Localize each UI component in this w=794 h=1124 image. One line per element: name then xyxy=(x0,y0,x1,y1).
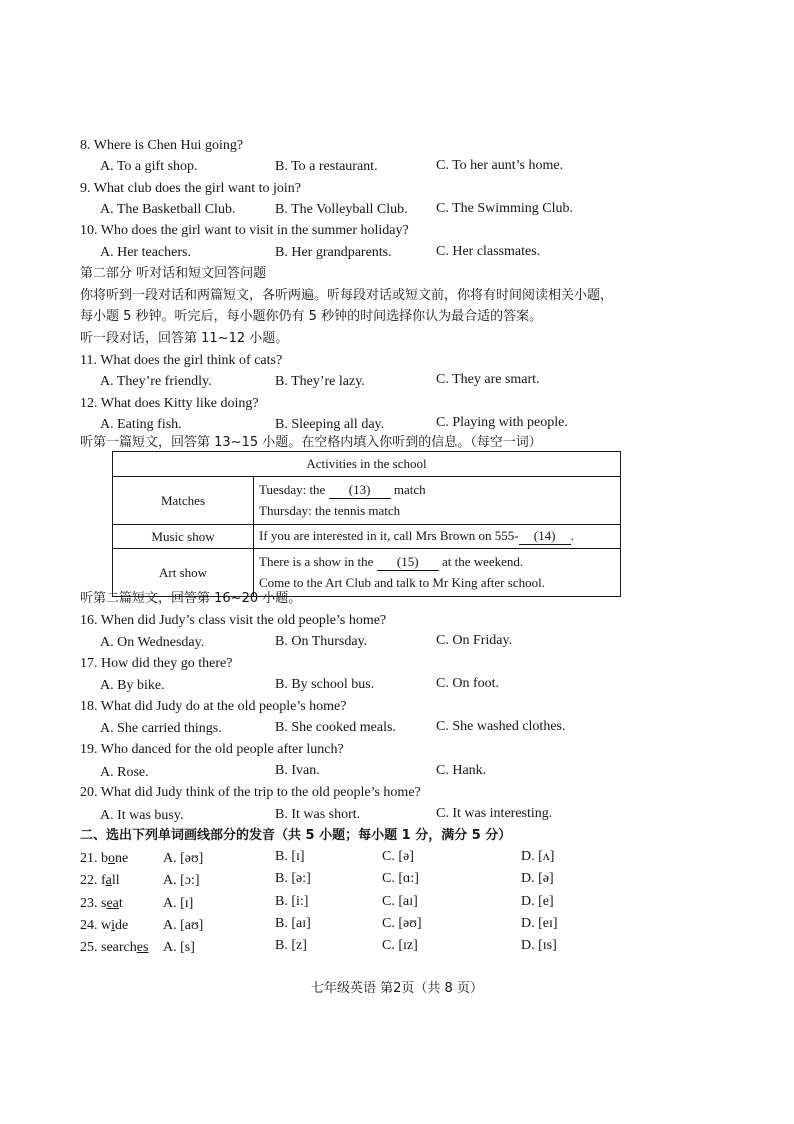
option-19c: C. Hank. xyxy=(436,763,487,778)
pron-21d: D. [ʌ] xyxy=(521,849,555,864)
underlined-part: i xyxy=(111,918,116,933)
option-12c: C. Playing with people. xyxy=(436,415,568,430)
pron-22c: C. [ɑ:] xyxy=(382,871,419,886)
question-10: 10. Who does the girl want to visit in the summer holiday? xyxy=(80,223,409,238)
pron-word-22 xyxy=(80,872,120,890)
option-12a: A. Eating fish. xyxy=(100,417,182,432)
pron-word-21 xyxy=(80,850,128,868)
pron-25a: A. [s] xyxy=(163,940,195,955)
option-9a: A. The Basketball Club. xyxy=(100,202,236,217)
option-17b: B. By school bus. xyxy=(275,677,375,692)
option-16a: A. On Wednesday. xyxy=(100,635,205,650)
part2-instruction-2: 每小题 5 秒钟。听完后，每小题你仍有 5 秒钟的时间选择你认为最合适的答案。 xyxy=(80,309,543,324)
option-11a: A. They’re friendly. xyxy=(100,374,212,389)
section2-title: 二、选出下列单词画线部分的发音（共 5 小题；每小题 1 分，满分 5 分） xyxy=(80,828,512,843)
match-line-1 xyxy=(259,480,615,501)
word-part: de xyxy=(115,918,129,933)
row-music-label: Music show xyxy=(113,525,254,549)
option-11c: C. They are smart. xyxy=(436,372,540,387)
pron-23b: B. [i:] xyxy=(275,894,309,909)
pron-21c: C. [ə] xyxy=(382,849,414,864)
option-8a: A. To a gift shop. xyxy=(100,159,198,174)
dialog-instruction: 听一段对话，回答第 11~12 小题。 xyxy=(80,331,289,346)
underlined-part: ea xyxy=(106,896,119,911)
pron-24d: D. [eɪ] xyxy=(521,916,558,931)
pron-word-25 xyxy=(80,939,148,957)
option-10c: C. Her classmates. xyxy=(436,244,541,259)
word-part: ne xyxy=(115,851,129,866)
passage1-instruction: 听第一篇短文，回答第 13~15 小题。在空格内填入你听到的信息。（每空一词） xyxy=(80,435,542,450)
row-art-content xyxy=(254,549,621,597)
pron-23c: C. [aɪ] xyxy=(382,894,418,909)
question-16: 16. When did Judy’s class visit the old people’s home? xyxy=(80,613,387,628)
pron-num: 21. xyxy=(80,851,98,866)
option-9b: B. The Volleyball Club. xyxy=(275,202,408,217)
option-12b: B. Sleeping all day. xyxy=(275,417,385,432)
pron-25d: D. [ɪs] xyxy=(521,938,557,953)
pron-num: 22. xyxy=(80,873,98,888)
option-10b: B. Her grandparents. xyxy=(275,245,392,260)
pron-num: 25. xyxy=(80,940,98,955)
underlined-part: o xyxy=(108,851,115,866)
art-line-1 xyxy=(259,552,615,573)
table-header: Activities in the school xyxy=(113,452,621,477)
art-line-1-post: at the weekend. xyxy=(441,554,524,569)
option-8b: B. To a restaurant. xyxy=(275,159,378,174)
blank-14: (14) xyxy=(519,528,571,545)
option-17c: C. On foot. xyxy=(436,676,499,691)
music-line-post: . xyxy=(570,528,574,543)
activities-table xyxy=(112,451,621,597)
option-19a: A. Rose. xyxy=(100,765,149,780)
option-11b: B. They’re lazy. xyxy=(275,374,365,389)
question-19: 19. Who danced for the old people after lunch? xyxy=(80,742,344,757)
pron-word-23 xyxy=(80,895,123,913)
option-20b: B. It was short. xyxy=(275,807,361,822)
option-18b: B. She cooked meals. xyxy=(275,720,396,735)
part2-instruction-1: 你将听到一段对话和两篇短文，各听两遍。听每段对话或短文前，你将有时间阅读相关小题， xyxy=(80,288,614,303)
question-20: 20. What did Judy think of the trip to the old people’s home? xyxy=(80,785,421,800)
pron-21b: B. [ɪ] xyxy=(275,849,305,864)
part2-title: 第二部分 听对话和短文回答问题 xyxy=(80,266,267,281)
music-line-pre: If you are interested in it, call Mrs Brown on 555- xyxy=(259,528,519,543)
option-9c: C. The Swimming Club. xyxy=(436,201,574,216)
question-17: 17. How did they go there? xyxy=(80,656,233,671)
art-line-1-pre: There is a show in the xyxy=(259,554,374,569)
page-footer: 七年级英语 第2页（共 8 页） xyxy=(311,981,483,996)
row-music-content xyxy=(254,525,621,549)
art-line-2: Come to the Art Club and talk to Mr King after school. xyxy=(259,575,545,590)
pron-num: 23. xyxy=(80,896,98,911)
match-line-1-post: match xyxy=(393,482,426,497)
pron-24c: C. [əʊ] xyxy=(382,916,422,931)
underlined-part: a xyxy=(105,873,112,888)
pron-23a: A. [ɪ] xyxy=(163,896,194,911)
pron-25b: B. [z] xyxy=(275,938,307,953)
row-art-label: Art show xyxy=(113,549,254,597)
question-12: 12. What does Kitty like doing? xyxy=(80,396,259,411)
pron-22d: D. [ə] xyxy=(521,871,554,886)
pron-22a: A. [ɔ:] xyxy=(163,873,200,888)
word-part: t xyxy=(118,896,123,911)
word-part: b xyxy=(101,851,108,866)
pron-24b: B. [aɪ] xyxy=(275,916,311,931)
match-line-1-pre: Tuesday: the xyxy=(259,482,326,497)
pron-word-24 xyxy=(80,917,128,935)
pron-25c: C. [ɪz] xyxy=(382,938,418,953)
pron-21a: A. [əʊ] xyxy=(163,851,204,866)
question-9: 9. What club does the girl want to join? xyxy=(80,181,301,196)
option-17a: A. By bike. xyxy=(100,678,165,693)
underlined-part: es xyxy=(136,940,149,955)
question-11: 11. What does the girl think of cats? xyxy=(80,353,283,368)
option-18c: C. She washed clothes. xyxy=(436,719,566,734)
blank-13: (13) xyxy=(329,482,391,499)
option-19b: B. Ivan. xyxy=(275,763,320,778)
option-20c: C. It was interesting. xyxy=(436,806,553,821)
passage2-instruction: 听第二篇短文，回答第 16~20 小题。 xyxy=(80,591,302,606)
option-10a: A. Her teachers. xyxy=(100,245,191,260)
pron-num: 24. xyxy=(80,918,98,933)
option-18a: A. She carried things. xyxy=(100,721,222,736)
blank-15: (15) xyxy=(377,554,439,571)
word-part: s xyxy=(101,896,107,911)
pron-22b: B. [ə:] xyxy=(275,871,311,886)
row-matches-label: Matches xyxy=(113,477,254,525)
option-16b: B. On Thursday. xyxy=(275,634,368,649)
question-18: 18. What did Judy do at the old people’s home? xyxy=(80,699,347,714)
option-16c: C. On Friday. xyxy=(436,633,513,648)
question-8: 8. Where is Chen Hui going? xyxy=(80,138,244,153)
option-20a: A. It was busy. xyxy=(100,808,184,823)
pron-24a: A. [aʊ] xyxy=(163,918,204,933)
word-part: search xyxy=(101,940,137,955)
word-part: ll xyxy=(111,873,120,888)
pron-23d: D. [e] xyxy=(521,894,554,909)
option-8c: C. To her aunt’s home. xyxy=(436,158,564,173)
match-line-2: Thursday: the tennis match xyxy=(259,503,401,518)
word-part: w xyxy=(101,918,112,933)
row-matches-content xyxy=(254,477,621,525)
word-part: f xyxy=(101,873,106,888)
